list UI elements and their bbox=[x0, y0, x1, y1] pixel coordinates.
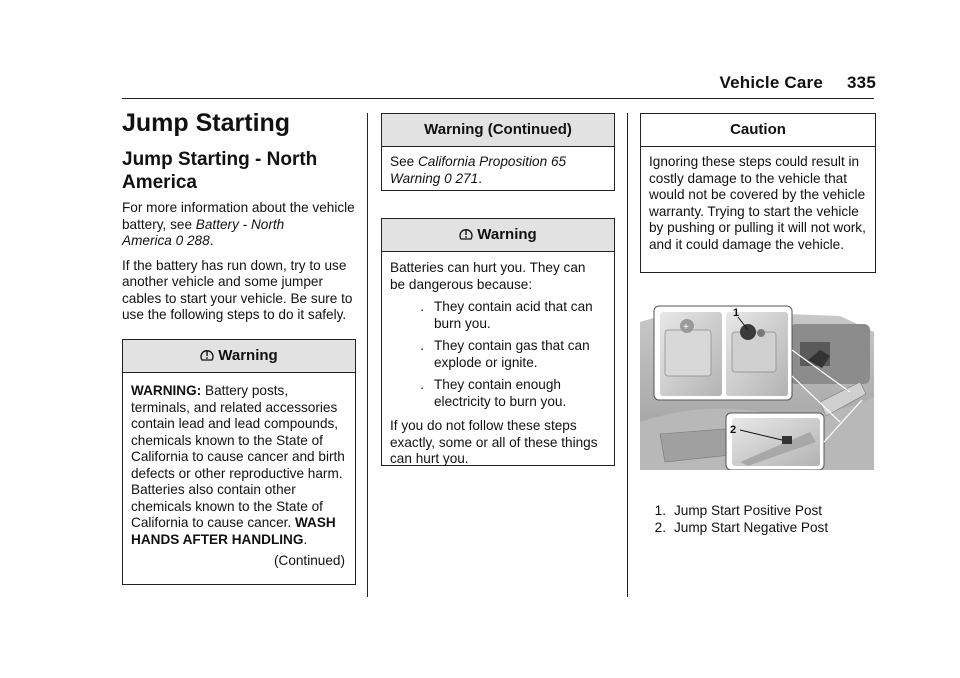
warning-box-lead bbox=[122, 339, 356, 585]
warning-strong: WASH HANDS AFTER HANDLING bbox=[131, 515, 336, 547]
caution-box bbox=[640, 113, 876, 273]
svg-text:+: + bbox=[683, 322, 689, 333]
intro-end: . bbox=[209, 233, 214, 248]
bullet-text: They contain enough electricity to burn you. bbox=[434, 377, 567, 409]
bullet-item bbox=[390, 338, 604, 371]
column-1 bbox=[122, 109, 358, 324]
bullet-item bbox=[390, 299, 604, 332]
figure-captions bbox=[644, 502, 828, 536]
ref-page[interactable]: 288 bbox=[186, 233, 210, 248]
caption-item bbox=[644, 502, 828, 519]
caution-body: Ignoring these steps could result in costly damage to the vehicle that would not be covered by the vehicle warranty. Trying to start the vehicle by pushing or pulling it will not work, and it could damage the vehicle. bbox=[649, 154, 866, 252]
bullet-text: They contain gas that can explode or ignite. bbox=[434, 338, 590, 370]
callout-1: 1 bbox=[733, 307, 740, 319]
warning-continued-box bbox=[381, 113, 615, 191]
callout-2: 2 bbox=[730, 424, 737, 436]
warning-period: . bbox=[303, 531, 308, 547]
caption-text: Jump Start Negative Post bbox=[674, 520, 829, 535]
warning-header bbox=[123, 340, 355, 373]
warning-icon bbox=[200, 347, 214, 361]
page-title: Jump Starting bbox=[122, 109, 291, 137]
page-number: 335 bbox=[847, 73, 876, 92]
caution-header: Caution bbox=[641, 114, 875, 147]
bullet-dot: . bbox=[420, 377, 424, 392]
warning-intro: Batteries can hurt you. They can be dangerous because: bbox=[390, 260, 586, 292]
section-heading: Jump Starting - North America bbox=[122, 149, 318, 193]
ref-symbol: 0 bbox=[444, 170, 452, 186]
warning-title: Warning bbox=[218, 347, 278, 364]
running-header bbox=[720, 73, 877, 93]
header-rule bbox=[122, 98, 874, 99]
column-divider-1 bbox=[367, 113, 368, 597]
battery-link[interactable]: Battery - North America bbox=[122, 216, 285, 248]
engine-bay-figure bbox=[640, 302, 874, 470]
bullet-item bbox=[390, 377, 604, 410]
bullet-text: They contain acid that can burn you. bbox=[434, 299, 593, 331]
steps-paragraph: If the battery has run down, try to use another vehicle and some jumper cables to start your vehicle. Be sure to use the following steps to do it safely. bbox=[122, 257, 353, 322]
intro-text: For more information about the vehicle battery, see bbox=[122, 200, 355, 232]
intro-paragraph bbox=[122, 200, 358, 250]
warning-body bbox=[123, 373, 355, 576]
warning-icon bbox=[459, 226, 473, 240]
ref-page[interactable]: 271 bbox=[455, 170, 479, 186]
see-end: . bbox=[478, 170, 482, 186]
continued-note: (Continued) bbox=[273, 553, 345, 568]
caption-number: 2. bbox=[654, 520, 666, 535]
warning-lead: WARNING: bbox=[131, 383, 202, 398]
warning-outro: If you do not follow these steps exactly, some or all of these things can hurt you. bbox=[390, 418, 598, 466]
warning-body bbox=[382, 252, 614, 474]
bullet-dot: . bbox=[420, 299, 424, 314]
column-divider-2 bbox=[627, 113, 628, 597]
warning-text: Battery posts, terminals, and related accessories contain lead and lead compounds, chemicals known to the State of California to cause cancer and birth defects or other reproductive harm. Batteries also contain other chemicals known to the State of California to cause cancer. bbox=[131, 383, 345, 530]
caption-text: Jump Start Positive Post bbox=[674, 503, 823, 518]
ref-symbol: 0 bbox=[175, 233, 184, 248]
prop65-link[interactable]: California Proposition 65 Warning bbox=[390, 154, 567, 186]
warning-header bbox=[382, 219, 614, 252]
warning-continued-header: Warning (Continued) bbox=[382, 114, 614, 147]
warning-continued-body bbox=[382, 147, 614, 193]
bullet-dot: . bbox=[420, 338, 424, 353]
caption-item bbox=[644, 519, 828, 536]
section-title: Vehicle Care bbox=[719, 73, 824, 92]
warning-title: Warning bbox=[477, 226, 537, 243]
warning-box-batteries bbox=[381, 218, 615, 466]
see-text: See bbox=[390, 154, 418, 169]
caption-number: 1. bbox=[654, 503, 666, 518]
